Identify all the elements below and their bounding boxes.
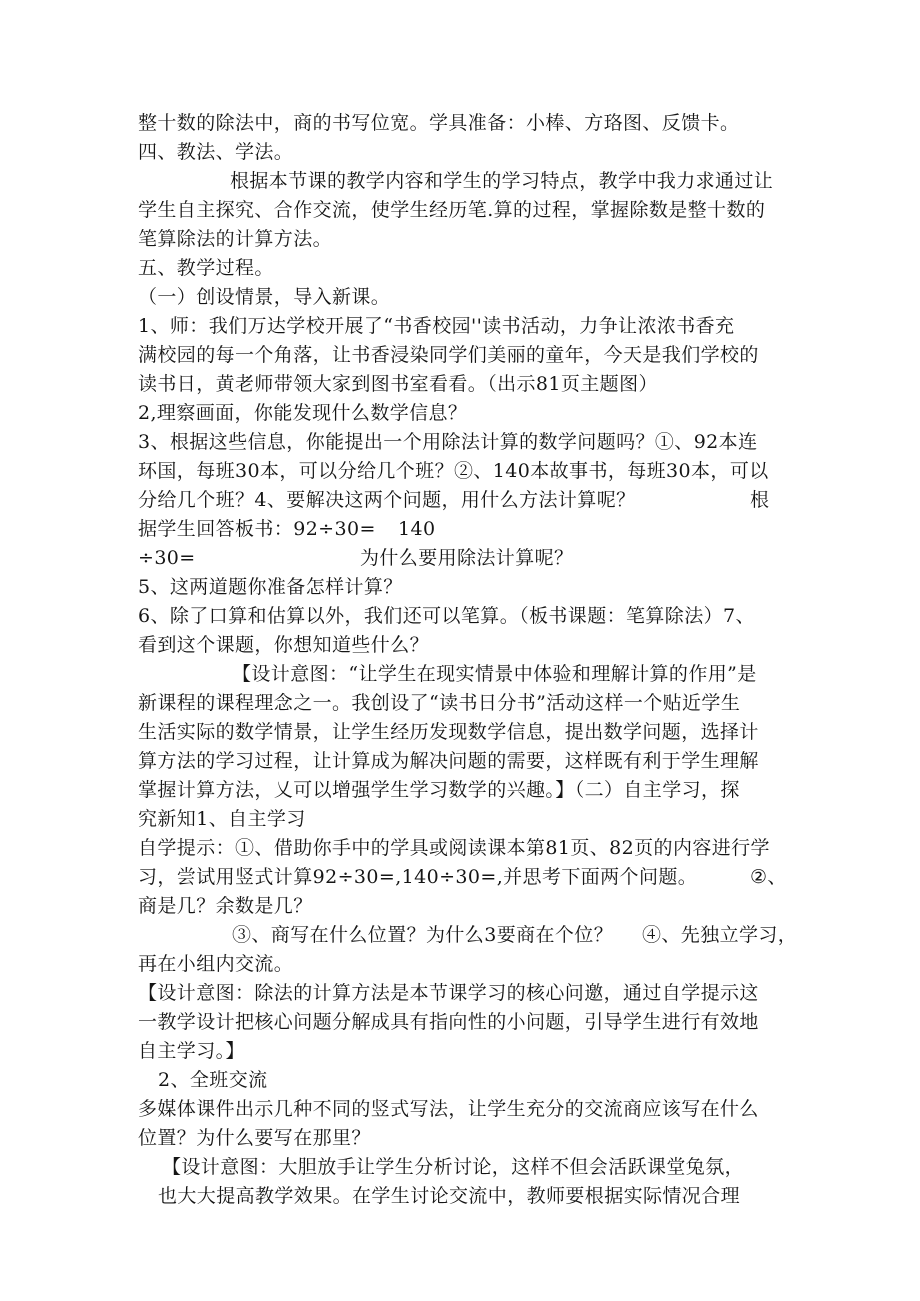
text-line: 掌握计算方法，乂可以增强学生学习数学的兴趣。】（二）自主学习，探 — [138, 779, 740, 801]
text-fragment: ②、 — [750, 866, 787, 888]
text-line: 3、根据这些信息，你能提出一个用除法计算的数学问题吗？①、92本连 — [138, 431, 758, 453]
text-line: 自主学习。】 — [138, 1040, 245, 1062]
text-line: 四、教法、学法。 — [138, 141, 294, 163]
text-line: 自学提示：①、借助你手中的学具或阅读课本第81页、82页的内容进行学 — [138, 837, 770, 859]
text-fragment: ④、先独立学习， — [642, 924, 798, 946]
text-line: 也大大提高教学效果。在学生讨论交流中，教师要根据实际情况合理 — [158, 1185, 741, 1207]
text-line: 算方法的学习过程，让计算成为解决问题的需要，这样既有利于学生理解 — [138, 750, 759, 772]
text-line: 多媒体课件出示几种不同的竖式写法，让学生充分的交流商应该写在什么 — [138, 1098, 759, 1120]
text-line: 学生自主探究、合作交流，使学生经历笔.算的过程，掌握除数是整十数的 — [138, 199, 766, 221]
text-line: 习，尝试用竖式计算92÷30=,140÷30=,并思考下面两个问题。 — [138, 866, 698, 888]
text-line: 生活实际的数学情景，让学生经历发现数学信息，提出数学问题，选择计 — [138, 721, 759, 743]
text-line: 满校园的每一个角落，让书香浸染同学们美丽的童年，今天是我们学校的 — [138, 344, 759, 366]
text-line: 5、这两道题你准备怎样计算？ — [138, 576, 403, 598]
text-line: 究新知1、自主学习 — [138, 808, 306, 830]
text-line: 环国，每班30本，可以分给几个班？②、140本故事书，每班30本，可以 — [138, 460, 769, 482]
text-line: 【设计意图：除法的计算方法是本节课学习的核心问邀，通过自学提示这 — [138, 982, 759, 1004]
text-line: 【设计意图：大胆放手让学生分析讨论，这样不但会活跃课堂兔氛， — [162, 1156, 745, 1178]
text-line: 再在小组内交流。 — [138, 953, 294, 975]
text-fragment: 根 — [750, 489, 770, 511]
text-line: 笔算除法的计算方法。 — [138, 228, 333, 250]
text-line: ③、商写在什么位置？为什么3要商在个位？ — [232, 924, 614, 946]
text-line: 位置？为什么要写在那里？ — [138, 1127, 371, 1149]
section-heading: 2、全班交流 — [158, 1069, 268, 1091]
text-line: 据学生回答板书：92÷30= — [138, 518, 376, 540]
text-fragment: 为什么要用除法计算呢？ — [360, 547, 574, 569]
text-line: 分给几个班？4、要解决这两个问题，用什么方法计算呢？ — [138, 489, 636, 511]
text-line: 新课程的课程理念之一。我创设了“读书日分书”活动这样一个贴近学生 — [138, 692, 741, 714]
text-line: （一）创设情景，导入新课。 — [138, 286, 391, 308]
text-line: 看到这个课题，你想知道些什么？ — [138, 634, 430, 656]
text-fragment: 140 — [398, 518, 436, 540]
text-line: 2,理察画面，你能发现什么数学信息？ — [138, 402, 468, 424]
text-line: 读书日，黄老师带领大家到图书室看看。（出示81页主题图） — [138, 373, 658, 395]
text-line: 一教学设计把核心问题分解成具有指向性的小问题，引导学生进行有效地 — [138, 1011, 759, 1033]
text-line: 6、除了口算和估算以外，我们还可以笔算。（板书课题：笔算除法）7、 — [138, 605, 755, 627]
text-line: 1、师：我们万达学校开展了“书香校园''读书活动，力争让浓浓书香充 — [138, 315, 735, 337]
text-line: 五、教学过程。 — [138, 257, 274, 279]
text-fragment: ÷30= — [138, 547, 196, 569]
text-line: 商是几？余数是几？ — [138, 895, 313, 917]
text-line: 根据本节课的教学内容和学生的学习特点，教学中我力求通过让 — [230, 170, 774, 192]
text-line: 【设计意图：“让学生在现实情景中体验和理解计算的作用”是 — [232, 663, 757, 685]
text-line: 整十数的除法中，商的书写位宽。学具准备：小棒、方珞图、反馈卡。 — [138, 112, 740, 134]
